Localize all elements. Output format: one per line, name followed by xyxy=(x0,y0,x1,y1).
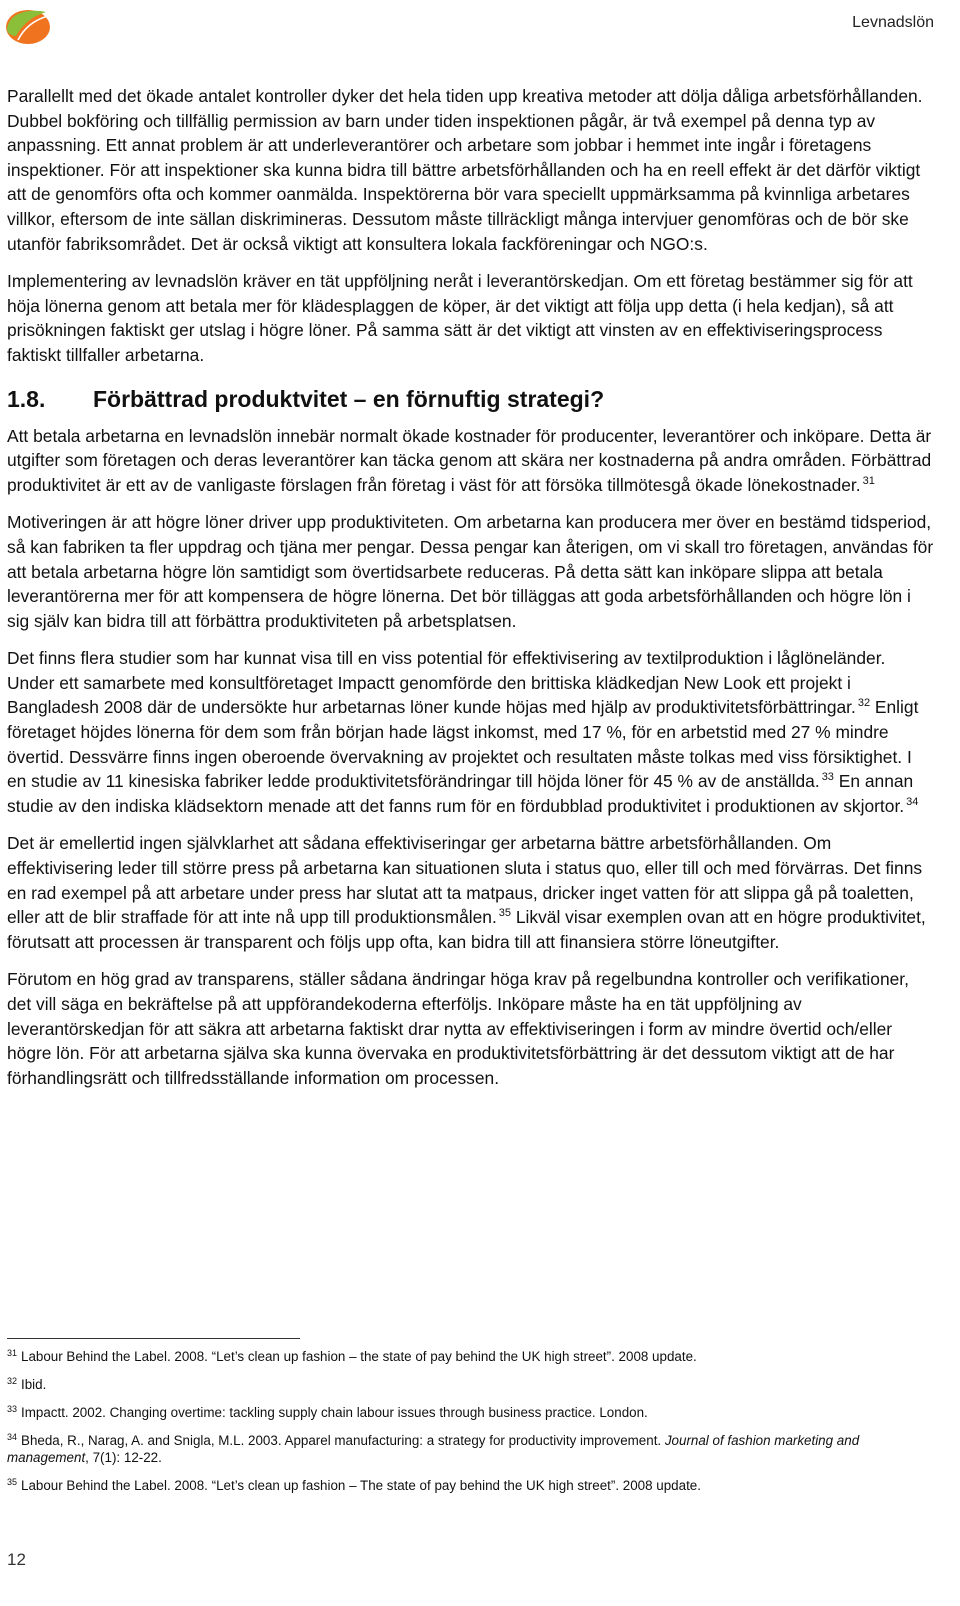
paragraph xyxy=(7,967,935,1090)
italic-text: Journal of fashion marketing and management xyxy=(7,1433,860,1465)
footnote xyxy=(7,1432,937,1466)
footnote xyxy=(7,1376,937,1393)
paragraphs-top xyxy=(7,84,935,368)
page-header xyxy=(0,0,960,60)
page-number: 12 xyxy=(7,1550,26,1569)
footnote-ref: 31 xyxy=(862,474,875,487)
footnote-separator xyxy=(7,1338,300,1339)
text-segment: Förutom en hög grad av transparens, ställer sådana ändringar höga krav på regelbundna kontroller och verifikationer, det vill säga en bekräftelse på att uppförandekoderna efterföljs. Inköpare måste ha en tät uppföljning av leverantörskedjan för att säkra att arbetarna faktiskt drar nytta av effektiviseringen i form av mindre övertid och/eller högre lön. För att arbetarna själva ska kunna övervaka en produktivitetsförbättring är det dessutom viktigt att de har förhandlingsrätt och tillfredsställande information om processen. xyxy=(7,969,909,1088)
footnote-number: 32 xyxy=(7,1376,18,1386)
footnote xyxy=(7,1348,937,1365)
footnote-ref: 35 xyxy=(498,907,512,920)
text-segment: Bheda, R., Narag, A. and Snigla, M.L. 2003. Apparel manufacturing: a strategy for productivity improvement. xyxy=(21,1433,665,1448)
footnote-number: 33 xyxy=(7,1404,18,1414)
footnote xyxy=(7,1477,937,1494)
paragraph xyxy=(7,424,935,498)
document-body xyxy=(7,84,935,1103)
footnote xyxy=(7,1404,937,1421)
section-heading xyxy=(7,384,935,414)
text-segment: Det är emellertid ingen självklarhet att sådana effektiviseringar ger arbetarna bättre arbetsförhållanden. Om effektivisering leder till större press på arbetarna kan situationen sluta i status quo, eller till och med förvärras. Det finns en rad exempel på att arbetare under press har slutat att ta matpaus, dricker inget vatten för att slippa gå på toaletten, eller att de blir straffade för att inte nå upp till produktionsmålen. xyxy=(7,833,923,928)
text-segment: Likväl visar exemplen ovan att en högre produktivitet, förutsatt att processen är transparent och följs upp ofta, kan bidra till att finansiera större löneutgifter. xyxy=(7,907,926,952)
paragraphs-bottom xyxy=(7,424,935,1091)
header-title: Levnadslön xyxy=(852,14,934,31)
text-segment: Enligt företaget höjdes lönerna för dem som från början hade lägst inkomst, med 17 %, för en arbetstid med 27 % mindre övertid. Dessvärre finns ingen oberoende övervakning av projektet och resultaten måste tolkas med viss försiktighet. I en studie av 11 kinesiska fabriker ledde produktivitetsförändringar till höjda löner för 45 % av de anställda. xyxy=(7,697,919,792)
footnote-number: 34 xyxy=(7,1432,18,1442)
text-segment: Implementering av levnadslön kräver en tät uppföljning neråt i leverantörskedjan. Om ett företag bestämmer sig för att höja lönerna genom att betala mer för klädesplaggen de köper, är det viktigt att följa upp detta (i hela kedjan), så att prisökningen faktiskt ger utslag i högre löner. På samma sätt är det viktigt att vinsten av en effektiviseringsprocess faktiskt tillfaller arbetarna. xyxy=(7,271,913,365)
text-segment: Impactt. 2002. Changing overtime: tackling supply chain labour issues through business practice. London. xyxy=(21,1405,648,1420)
footnote-number: 31 xyxy=(7,1348,18,1358)
text-segment: Att betala arbetarna en levnadslön innebär normalt ökade kostnader för producenter, leverantörer och inköpare. Detta är utgifter som företagen och deras leverantörer kan täcka genom att skära ner kostnaderna på andra områden. Förbättrad produktivitet är ett av de vanligaste förslagen från företag i väst för att försöka tillmötesgå ökade lönekostnader. xyxy=(7,425,932,495)
text-segment: En annan studie av den indiska klädsektorn menade att det fanns rum för en fördubblad produktivitet i produktionen av skjortor. xyxy=(7,771,914,816)
text-segment: Parallellt med det ökade antalet kontroller dyker det hela tiden upp kreativa metoder att dölja dåliga arbetsförhållanden. Dubbel bokföring och tillfällig permission av barn under tiden inspektionen pågår, är två exempel på denna typ av anpassning. Ett annat problem är att underleverantörer och arbetare som jobbar i hemmet inte ingår i företagens inspektioner. För att inspektioner ska kunna bidra till bättre arbetsförhållanden och ha en reell effekt är det därför viktigt att de genomförs ofta och kommer oanmälda. Inspektörerna bör vara speciellt uppmärksamma på kvinnliga arbetares villkor, eftersom de inte sällan diskrimineras. Dessutom måste tillräckligt många intervjuer genomföras och de bör ske utanför fabriksområdet. Det är också viktigt att konsultera lokala fackföreningar och NGO:s. xyxy=(7,86,923,254)
paragraph xyxy=(7,646,935,818)
footnotes xyxy=(7,1348,937,1505)
footnote-ref: 32 xyxy=(857,697,871,710)
text-segment: Labour Behind the Label. 2008. “Let’s clean up fashion – The state of pay behind the UK high street”. 2008 update. xyxy=(21,1478,701,1493)
paragraph xyxy=(7,84,935,256)
footnote-ref: 33 xyxy=(821,771,834,784)
section-number: 1.8. xyxy=(7,385,46,412)
text-segment: Det finns flera studier som har kunnat visa till en viss potential för effektivisering av textilproduktion i låglöneländer. Under ett samarbete med konsultföretaget Impactt genomförde den brittiska klädkedjan New Look ett projekt i Bangladesh 2008 där de undersökte hur arbetarnas löner kunde höjas med hjälp av produktivitetsförbättringar. xyxy=(7,648,886,718)
leaf-logo-icon xyxy=(4,6,52,46)
footnote-number: 35 xyxy=(7,1477,18,1487)
text-segment: , 7(1): 12-22. xyxy=(85,1450,162,1465)
paragraph xyxy=(7,831,935,954)
paragraph xyxy=(7,510,935,633)
text-segment: Motiveringen är att högre löner driver upp produktiviteten. Om arbetarna kan producera mer över en bestämd tidsperiod, så kan fabriken ta fler uppdrag och tjäna mer pengar. Dessa pengar kan återigen, om vi skall tro företagen, användas för att betala arbetarna högre lön samtidigt som övertidsarbete reduceras. På detta sätt kan inköpare slippa att betala leverantörerna mer för att kompensera de högre lönerna. Det bör tilläggas att goda arbetsförhållanden och högre lön i sig själv kan bidra till att förbättra produktiviteten på arbetsplatsen. xyxy=(7,512,934,631)
section-title: Förbättrad produktvitet – en förnuftig strategi? xyxy=(93,385,605,412)
footnote-ref: 34 xyxy=(906,795,919,808)
text-segment: Ibid. xyxy=(21,1377,47,1392)
paragraph xyxy=(7,269,935,367)
text-segment: Labour Behind the Label. 2008. “Let’s clean up fashion – the state of pay behind the UK high street”. 2008 update. xyxy=(21,1349,697,1364)
